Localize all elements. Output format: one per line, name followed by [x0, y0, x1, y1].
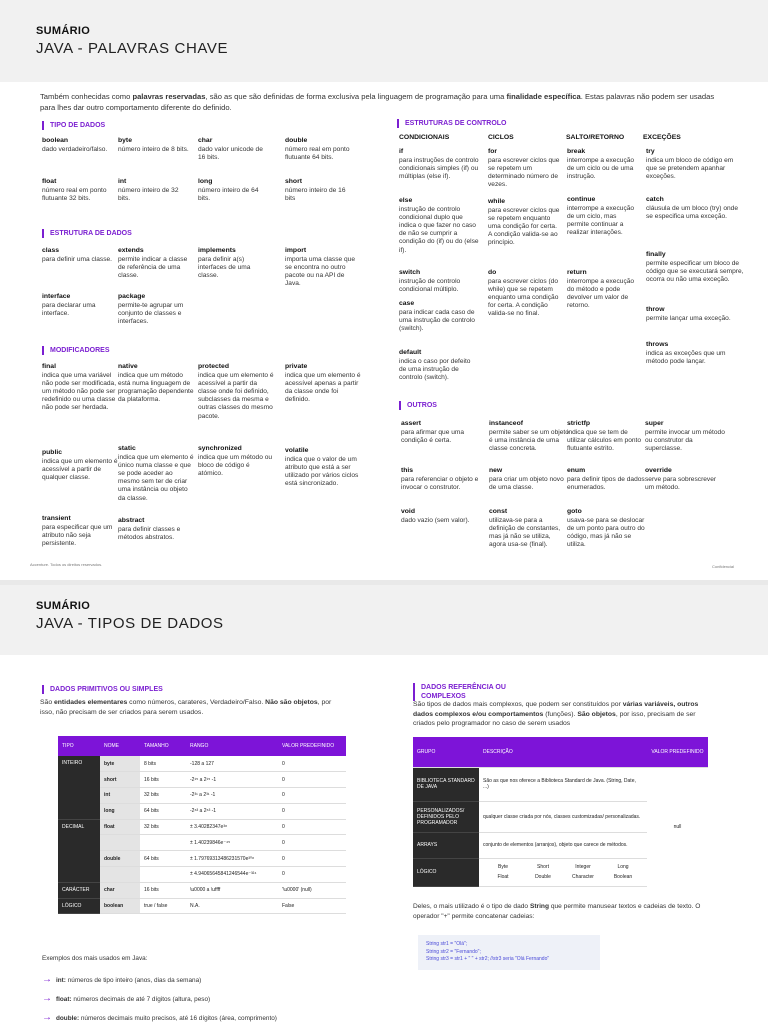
keyword: try [646, 148, 655, 155]
arrow-icon: → [42, 1012, 52, 1023]
keyword: instanceof [489, 420, 523, 427]
group-cell: DECIMAL [58, 819, 100, 882]
wrapper-type: Integer [575, 864, 591, 870]
section-dados-referencia: DADOS REFERÊNCIA OU COMPLEXOS [413, 683, 506, 701]
string-paragraph: Deles, o mais utilizado é o tipo de dado String que permite manusear textos e cadeias de texto. O operador "+" permite concatenar cadeias: [413, 903, 701, 920]
keyword: long [198, 178, 213, 185]
tam-cell: true / false [140, 898, 186, 914]
keyword: while [488, 198, 505, 205]
footer-confidential: Confidencial [712, 564, 735, 569]
section-dados-primitivos: DADOS PRIMITIVOS OU SIMPLES [42, 685, 163, 694]
section-estruturas-de-controlo: ESTRUTURAS DE CONTROLO [397, 119, 507, 128]
keyword: do [488, 269, 497, 276]
example-item [42, 1012, 277, 1023]
example-keyword: int: [56, 977, 66, 984]
example-description: números decimais muito precisos, até 16 dígitos (área, comprimento) [79, 1015, 277, 1022]
keyword: private [285, 363, 308, 370]
keyword: throws [646, 341, 669, 348]
val-cell: 0 [278, 772, 346, 788]
keyword-description: interrompe a execução de um ciclo, mas permite continuar a realizar interações. [567, 204, 635, 237]
keyword-entry [118, 363, 196, 404]
keyword-description: permite indicar a classe de referência de uma classe. [118, 255, 188, 279]
keyword: double [285, 137, 308, 144]
keyword: volatile [285, 447, 309, 454]
keyword: extends [118, 247, 144, 254]
arrow-icon: → [42, 974, 52, 985]
page-tipos-de-dados [0, 585, 768, 1024]
primitivos-paragraph: São entidades elementares como números, carateres, Verdadeiro/Falso. Não são objetos, por isso, não precisam de ser criados para serem usados. [40, 699, 332, 716]
th-grupo: GRUPO [413, 737, 479, 767]
keyword-entry [118, 293, 190, 326]
footer-copyright: Accenture. Todos os direitos reservados. [30, 562, 103, 567]
nome-cell [100, 835, 140, 851]
val-cell: 0 [278, 835, 346, 851]
keyword-entry [118, 137, 190, 154]
keyword: final [42, 363, 56, 370]
keyword: return [567, 269, 587, 276]
keyword-entry [399, 349, 479, 382]
rango-cell: N.A. [186, 898, 278, 914]
keyword: case [399, 300, 415, 307]
keyword: goto [567, 508, 582, 515]
keyword: for [488, 148, 498, 155]
keyword-entry [285, 447, 363, 488]
keyword: break [567, 148, 586, 155]
keyword: override [645, 467, 672, 474]
val-cell: False [278, 898, 346, 914]
keyword-entry [118, 178, 190, 203]
keyword-entry [42, 363, 120, 413]
keyword: const [489, 508, 508, 515]
keyword-description: indica as exceções que um método pode lançar. [646, 349, 726, 365]
tam-cell: 32 bits [140, 819, 186, 835]
keyword: void [401, 508, 415, 515]
table-row [58, 788, 346, 804]
keyword-entry [399, 269, 479, 294]
keyword: assert [401, 420, 422, 427]
table-row [58, 882, 346, 898]
keyword-description: permite-te agrupar um conjunto de classes e interfaces. [118, 301, 184, 325]
table-row [58, 851, 346, 867]
keyword-description: dado verdadeiro/falso. [42, 145, 108, 153]
rango-cell: ± 1.40239846e⁻⁴⁵ [186, 835, 278, 851]
val-cell: 0 [278, 756, 346, 772]
keyword-entry [646, 341, 746, 366]
keyword-entry [198, 363, 276, 421]
section-tipo-de-dados: TIPO DE DADOS [42, 121, 105, 130]
section-outros: OUTROS [399, 401, 437, 410]
keyword-entry [567, 148, 637, 181]
keyword-entry [401, 420, 481, 445]
example-keyword: float: [56, 996, 72, 1003]
keyword-description: para instruções de controlo condicionais simples (if) ou múltiplas (else if). [399, 156, 479, 180]
rango-cell: -2¹⁵ a 2¹⁵ -1 [186, 772, 278, 788]
keyword-entry [567, 196, 637, 237]
wrapper-type: Byte [497, 864, 508, 870]
keyword-entry [488, 269, 562, 319]
keyword-entry [118, 445, 196, 503]
tam-cell: 16 bits [140, 882, 186, 898]
keyword-entry [646, 251, 746, 284]
wrapper-type: Boolean [613, 874, 633, 880]
group-cell: ARRAYS [413, 832, 479, 858]
rango-cell: -2³¹ a 2³¹ -1 [186, 788, 278, 804]
example-item [42, 974, 201, 985]
keyword-description: indica que se tem de utilizar cálculos em ponto flutuante estrito. [567, 428, 642, 452]
rango-cell: ± 3.40282347e³⁸ [186, 819, 278, 835]
keyword-entry [42, 137, 114, 154]
wrapper-types-grid [483, 864, 643, 880]
keyword-description: número real em ponto flutuante 64 bits. [285, 145, 350, 161]
col-excecoes-header: EXCEÇÕES [643, 134, 681, 141]
keyword-entry [285, 363, 363, 404]
keyword-description: serve para sobrescrever um método. [645, 475, 717, 491]
val-cell: 0 [278, 803, 346, 819]
page-title: JAVA - PALAVRAS CHAVE [36, 40, 229, 57]
keyword-description: para escrever ciclos (do while) que se repetem enquanto uma condição for certa. A condição valida-se no final. [488, 277, 559, 318]
desc-cell: conjunto de elementos (arranjos), objeto que carece de métodos. [479, 832, 647, 858]
keyword-description: usava-se para se deslocar de um ponto para outro do código, mas já não se utiliza. [567, 516, 645, 549]
keyword: float [42, 178, 57, 185]
keyword: switch [399, 269, 421, 276]
keyword-entry [489, 467, 569, 492]
keyword: native [118, 363, 138, 370]
keyword-description: para especificar que um atributo não seja persistente. [42, 523, 113, 547]
keyword-entry [285, 178, 357, 203]
col-ciclos-header: CICLOS [488, 134, 514, 141]
keyword-description: para definir classes e métodos abstratos. [118, 525, 181, 541]
keyword-entry [645, 467, 725, 492]
col-condicionais-header: CONDICIONAIS [399, 134, 450, 141]
table-row [58, 803, 346, 819]
nome-cell: double [100, 851, 140, 867]
nome-cell: short [100, 772, 140, 788]
keyword-entry [198, 247, 270, 280]
keyword-description: para criar um objeto novo de uma classe. [489, 475, 564, 491]
wrappers-cell [479, 858, 647, 886]
keyword-description: permite invocar um método ou construtor da superclasse. [645, 428, 725, 452]
keyword-description: indica que um elemento é acessível a partir de qualquer classe. [42, 457, 118, 481]
table-row [58, 835, 346, 851]
keyword-description: número inteiro de 32 bits. [118, 186, 179, 202]
keyword: finally [646, 251, 666, 258]
keyword-entry [646, 196, 746, 221]
keyword-description: utilizava-se para a definição de constantes, mas já não se utiliza, agora usa-se (final). [489, 516, 561, 549]
keyword: enum [567, 467, 586, 474]
keyword-description: para escrever ciclos que se repetem um determinado número de vezes. [488, 156, 560, 189]
keyword-entry [567, 467, 647, 492]
keyword-description: para definir uma classe. [42, 255, 113, 263]
keyword-entry [399, 148, 479, 181]
nome-cell: int [100, 788, 140, 804]
keyword-entry [42, 293, 114, 318]
keyword-description: indica que um método ou bloco de código é atómico. [198, 453, 273, 477]
nome-cell: float [100, 819, 140, 835]
rango-cell: -128 a 127 [186, 756, 278, 772]
th-rango: RANGO [186, 736, 278, 756]
primitive-types-body [58, 756, 346, 914]
keyword-description: para referenciar o objeto e invocar o construtor. [401, 475, 479, 491]
keyword-entry [567, 269, 637, 310]
rango-cell: \u0000 a \uffff [186, 882, 278, 898]
wrapper-type: Character [572, 874, 594, 880]
keyword-description: instrução de controlo condicional múltiplo. [399, 277, 461, 293]
example-description: números de tipo inteiro (anos, dias da semana) [65, 977, 202, 984]
nome-cell: byte [100, 756, 140, 772]
keyword-entry [488, 198, 562, 248]
keyword-entry [42, 247, 114, 264]
keyword: else [399, 197, 413, 204]
table-row [58, 756, 346, 772]
example-keyword: double: [56, 1015, 80, 1022]
keyword: char [198, 137, 213, 144]
keyword: default [399, 349, 422, 356]
nome-cell [100, 867, 140, 883]
page-header-2 [0, 585, 768, 655]
keyword-description: indica que o valor de um atributo que está a ser utilizado por vários ciclos está sincronizado. [285, 455, 359, 488]
keyword: abstract [118, 517, 145, 524]
examples-title: Exemplos dos mais usados em Java: [42, 955, 148, 962]
wrapper-type: Float [497, 874, 509, 880]
val-cell: 0 [278, 819, 346, 835]
keyword-description: número inteiro de 64 bits. [198, 186, 259, 202]
keyword: this [401, 467, 414, 474]
keyword: interface [42, 293, 71, 300]
keyword-description: para indicar cada caso de uma instrução de controlo (switch). [399, 308, 475, 332]
keyword-entry [399, 197, 479, 255]
keyword-entry [285, 247, 357, 288]
tam-cell: 32 bits [140, 788, 186, 804]
primitive-types-table [58, 736, 346, 914]
keyword-description: para definir a(s) interfaces de uma classe. [198, 255, 251, 279]
th-valor-predefinido: VALOR PREDEFINIDO [647, 737, 708, 767]
table-row [58, 772, 346, 788]
keyword-description: indica um bloco de código em que se pretendem apanhar exceções. [646, 156, 734, 180]
keyword-entry [285, 137, 357, 162]
default-value-cell: null [673, 823, 682, 830]
keyword-description: permite especificar um bloco de código que se executará sempre, ocorra ou não uma exceção. [646, 259, 744, 283]
keyword-description: indica que um elemento é acessível a partir da classe onde foi definido, subclasses da mesma e outras classes do mesmo pacote. [198, 371, 274, 420]
keyword-entry [401, 508, 481, 525]
keyword: import [285, 247, 307, 254]
keyword-entry [645, 420, 725, 453]
example-item [42, 993, 210, 1004]
keyword: class [42, 247, 60, 254]
section-estrutura-de-dados: ESTRUTURA DE DADOS [42, 229, 132, 238]
keyword-entry [198, 137, 270, 162]
keyword-description: cláusula de um bloco (try) onde se especifica uma exceção. [646, 204, 738, 220]
arrow-icon: → [42, 993, 52, 1004]
code-line: String str1 = "Olá"; [426, 941, 468, 947]
example-description: números decimais de até 7 dígitos (altura, peso) [71, 996, 211, 1003]
desc-cell: São as que nos oferece a Biblioteca Standard de Java. (String, Date, ...) [479, 767, 647, 801]
desc-cell: qualquer classe criada por nós, classes customizadas/ personalizadas. [479, 801, 647, 832]
keyword-entry [42, 515, 120, 548]
th-descricao: DESCRIÇÃO [479, 737, 647, 767]
col-salto-header: SALTO/RETORNO [566, 134, 625, 141]
table-row [413, 767, 708, 801]
keyword-entry [118, 517, 196, 542]
keyword-description: indica que um elemento é acessível apenas a partir da classe onde foi definido. [285, 371, 361, 404]
reference-types-table [413, 737, 708, 887]
keyword-entry [42, 449, 120, 482]
keyword-description: para escrever ciclos que se repetem enquanto uma condição for certa. A condição valida-se ao princípio. [488, 206, 560, 247]
nome-cell: long [100, 803, 140, 819]
keyword-description: para declarar uma interface. [42, 301, 96, 317]
keyword: public [42, 449, 63, 456]
nome-cell: char [100, 882, 140, 898]
keyword: int [118, 178, 127, 185]
group-cell: CARÁCTER [58, 882, 100, 898]
tam-cell: 64 bits [140, 803, 186, 819]
keyword-description: instrução de controlo condicional duplo que indica o que fazer no caso de não se cumprir a condição do (if) ou do (else if). [399, 205, 479, 254]
group-cell: LÓGICO [413, 858, 479, 886]
keyword-description: indica que uma variável não pode ser modificada, um método não pode ser redefinido ou uma classe não pode ser herdada. [42, 371, 117, 412]
keyword: synchronized [198, 445, 242, 452]
keyword-description: número inteiro de 8 bits. [118, 145, 189, 153]
code-line: String str2 = "Fernando"; [426, 948, 481, 955]
keyword-entry [646, 306, 746, 323]
val-cell: '\u0000' (null) [278, 882, 346, 898]
rango-cell: -2⁶³ a 2⁶³ -1 [186, 803, 278, 819]
group-cell: BIBLIOTECA STANDARD DE JAVA [413, 767, 479, 801]
val-cell: 0 [278, 788, 346, 804]
th-nome: NOME [100, 736, 140, 756]
wrapper-type: Short [537, 864, 549, 870]
val-cell: 0 [278, 867, 346, 883]
keyword-description: permite lançar uma exceção. [646, 314, 731, 322]
keyword-description: permite saber se um objeto é uma instância de uma classe concreta. [489, 428, 569, 452]
keyword-entry [489, 420, 569, 453]
keyword-entry [401, 467, 481, 492]
code-block [418, 935, 600, 970]
keyword-entry [567, 508, 647, 549]
tam-cell: 16 bits [140, 772, 186, 788]
keyword: strictfp [567, 420, 591, 427]
keyword: boolean [42, 137, 69, 144]
keyword: continue [567, 196, 596, 203]
keyword-description: importa uma classe que se encontra no outro pacote ou na API de Java. [285, 255, 356, 288]
keyword-entry [488, 148, 562, 189]
val-cell: 0 [278, 851, 346, 867]
keyword-description: para afirmar que uma condição é certa. [401, 428, 465, 444]
keyword-description: indica o caso por defeito de uma instrução de controlo (switch). [399, 357, 471, 381]
keyword: protected [198, 363, 229, 370]
keyword-description: dado valor unicode de 16 bits. [198, 145, 263, 161]
keyword-entry [42, 178, 114, 203]
keyword-description: número real em ponto flutuante 32 bits. [42, 186, 107, 202]
keyword: short [285, 178, 302, 185]
th-tipo: TIPO [58, 736, 100, 756]
tam-cell [140, 835, 186, 851]
keyword-entry [118, 247, 190, 280]
keyword: static [118, 445, 136, 452]
keyword-entry [198, 445, 276, 478]
keyword: catch [646, 196, 664, 203]
keyword: super [645, 420, 664, 427]
keyword-description: para definir tipos de dados enumerados. [567, 475, 645, 491]
nome-cell: boolean [100, 898, 140, 914]
keyword: implements [198, 247, 236, 254]
page-header [0, 0, 768, 82]
keyword-description: interrompe a execução de um ciclo ou de uma instrução. [567, 156, 635, 180]
group-cell: PERSONALIZADOS/ DEFINIDOS PELO PROGRAMADOR [413, 801, 479, 832]
page-title-2: JAVA - TIPOS DE DADOS [36, 615, 224, 632]
table-row [58, 867, 346, 883]
keyword: if [399, 148, 404, 155]
keyword: package [118, 293, 146, 300]
rango-cell: ± 1.79769313486231570e³⁰⁸ [186, 851, 278, 867]
rango-cell: ± 4.94065645841246544e⁻³²⁴ [186, 867, 278, 883]
keyword: transient [42, 515, 71, 522]
keyword-entry [399, 300, 479, 333]
tam-cell: 8 bits [140, 756, 186, 772]
summary-label: SUMÁRIO [36, 25, 91, 37]
group-cell: LÓGICO [58, 898, 100, 914]
referencia-paragraph: São tipos de dados mais complexos, que podem ser constituídos por várias variáveis, outros dados complexos e/ou comportamentos (funções). São objetos, por isso, precisam de ser criados pelo programador no caso de serem usados [413, 701, 699, 727]
section-modificadores: MODIFICADORES [42, 346, 110, 355]
tam-cell: 64 bits [140, 851, 186, 867]
keyword-description: número inteiro de 16 bits [285, 186, 346, 202]
keyword-description: dado vazio (sem valor). [401, 516, 470, 524]
keyword-description: indica que um elemento é único numa classe e que se pode aceder ao mesmo sem ter de criar uma instância ou objeto da classe. [118, 453, 194, 502]
th-valor: VALOR PREDEFINIDO [278, 736, 346, 756]
keyword-entry [567, 420, 647, 453]
keyword: byte [118, 137, 132, 144]
keyword-entry [646, 148, 746, 181]
keyword-entry [489, 508, 569, 549]
keyword-description: interrompe a execução do método e pode devolver um valor de retorno. [567, 277, 635, 310]
summary-label-2: SUMÁRIO [36, 600, 91, 612]
table-row [58, 898, 346, 914]
table-row [58, 819, 346, 835]
th-tamanho: TAMANHO [140, 736, 186, 756]
code-line: String str3 = str1 + " " + str2; //str3 seria "Olá Fernando" [426, 956, 550, 962]
wrapper-type: Double [535, 874, 551, 880]
intro-paragraph: Também conhecidas como palavras reservadas, são as que são definidas de forma exclusiva pela linguagem de programação para uma finalidade específica. Estas palavras não podem ser usadas para lhes dar outro comportamento diferente do definido. [40, 92, 715, 112]
keyword: throw [646, 306, 665, 313]
keyword-entry [198, 178, 270, 203]
keyword-description: indica que um método está numa linguagem de programação dependente da plataforma. [118, 371, 194, 404]
keyword: new [489, 467, 503, 474]
wrapper-type: Long [617, 864, 629, 870]
tam-cell [140, 867, 186, 883]
group-cell: INTEIRO [58, 756, 100, 819]
